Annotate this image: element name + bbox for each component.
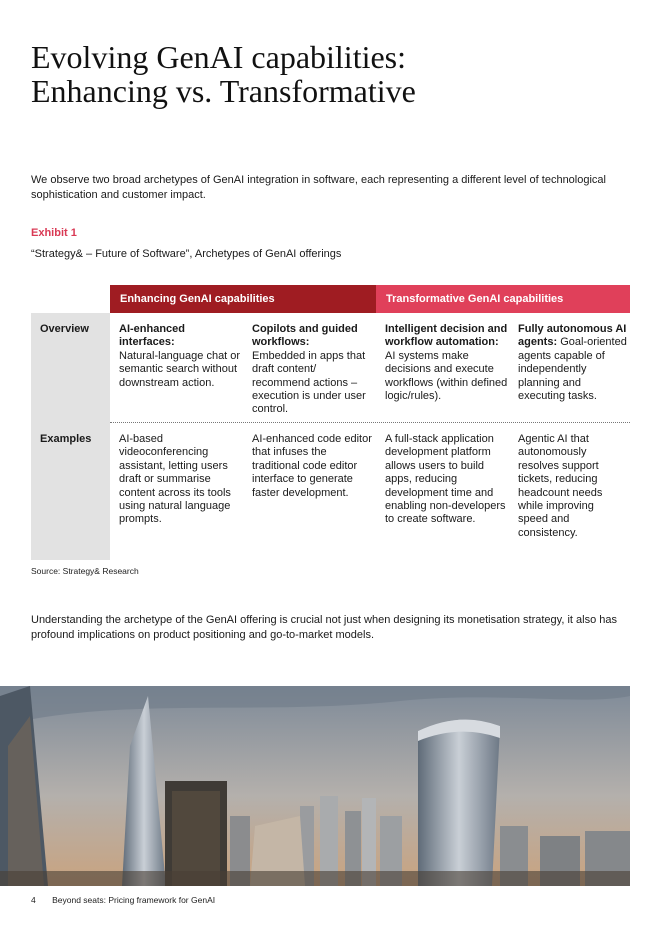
header-transformative: Transformative GenAI capabilities: [376, 285, 630, 313]
skyline-illustration: [0, 686, 630, 886]
overview-cell-2: [252, 323, 375, 417]
exhibit-caption: “Strategy& – Future of Software”, Archetypes of GenAI offerings: [31, 248, 342, 260]
overview-cell-1: [119, 323, 242, 390]
overview-cell-3: [385, 323, 508, 403]
header-enhancing: Enhancing GenAI capabilities: [110, 285, 376, 313]
title-line-2: Enhancing vs. Transformative: [31, 73, 416, 109]
example-cell-3: A full-stack application development platform allows users to build apps, reducing development time and enabling non-developers to create software.: [385, 433, 506, 526]
row-label-overview: Overview: [40, 323, 89, 335]
overview-title-4: Fully autonomous AI agents:: [518, 323, 627, 349]
overview-text-2: Embedded in apps that draft content/ recommend actions – execution is under user control.: [252, 349, 366, 416]
row-label-examples: Examples: [40, 433, 92, 445]
page-title: [31, 40, 631, 108]
title-line-1: Evolving GenAI capabilities:: [31, 39, 407, 75]
example-cell-2: AI-enhanced code editor that infuses the traditional code editor interface to generate faster development.: [252, 433, 372, 499]
footer-text: Beyond seats: Pricing framework for GenAI: [52, 895, 216, 905]
overview-text-4: Goal-oriented agents capable of independently planning and executing tasks.: [518, 336, 627, 403]
row-divider: [110, 422, 630, 423]
intro-paragraph: We observe two broad archetypes of GenAI integration in software, each representing a different level of technological sophistication and customer impact.: [31, 174, 606, 201]
archetypes-table: [31, 285, 630, 560]
overview-text-3: AI systems make decisions and execute workflows (within defined logic/rules).: [385, 349, 508, 403]
page-footer: [31, 895, 215, 905]
overview-cell-4: [518, 323, 628, 403]
overview-title-1: AI-enhanced interfaces:: [119, 323, 186, 349]
example-cell-4: Agentic AI that autonomously resolves support tickets, reducing headcount needs while improving speed and consistency.: [518, 433, 603, 539]
source-note: Source: Strategy& Research: [31, 566, 139, 576]
city-skyline-photo: [0, 686, 630, 886]
page-number: 4: [31, 895, 36, 905]
body-paragraph: Understanding the archetype of the GenAI offering is crucial not just when designing its monetisation strategy, it also has profound implications on product positioning and go-to-market models.: [31, 614, 617, 641]
example-cell-1: AI-based videoconferencing assistant, letting users draft or summarise content across its tools using natural language prompts.: [119, 433, 231, 526]
exhibit-label: Exhibit 1: [31, 227, 77, 239]
overview-title-3: Intelligent decision and workflow automation:: [385, 323, 508, 349]
overview-title-2: Copilots and guided workflows:: [252, 323, 358, 349]
overview-text-1: Natural-language chat or semantic search without downstream action.: [119, 349, 241, 389]
